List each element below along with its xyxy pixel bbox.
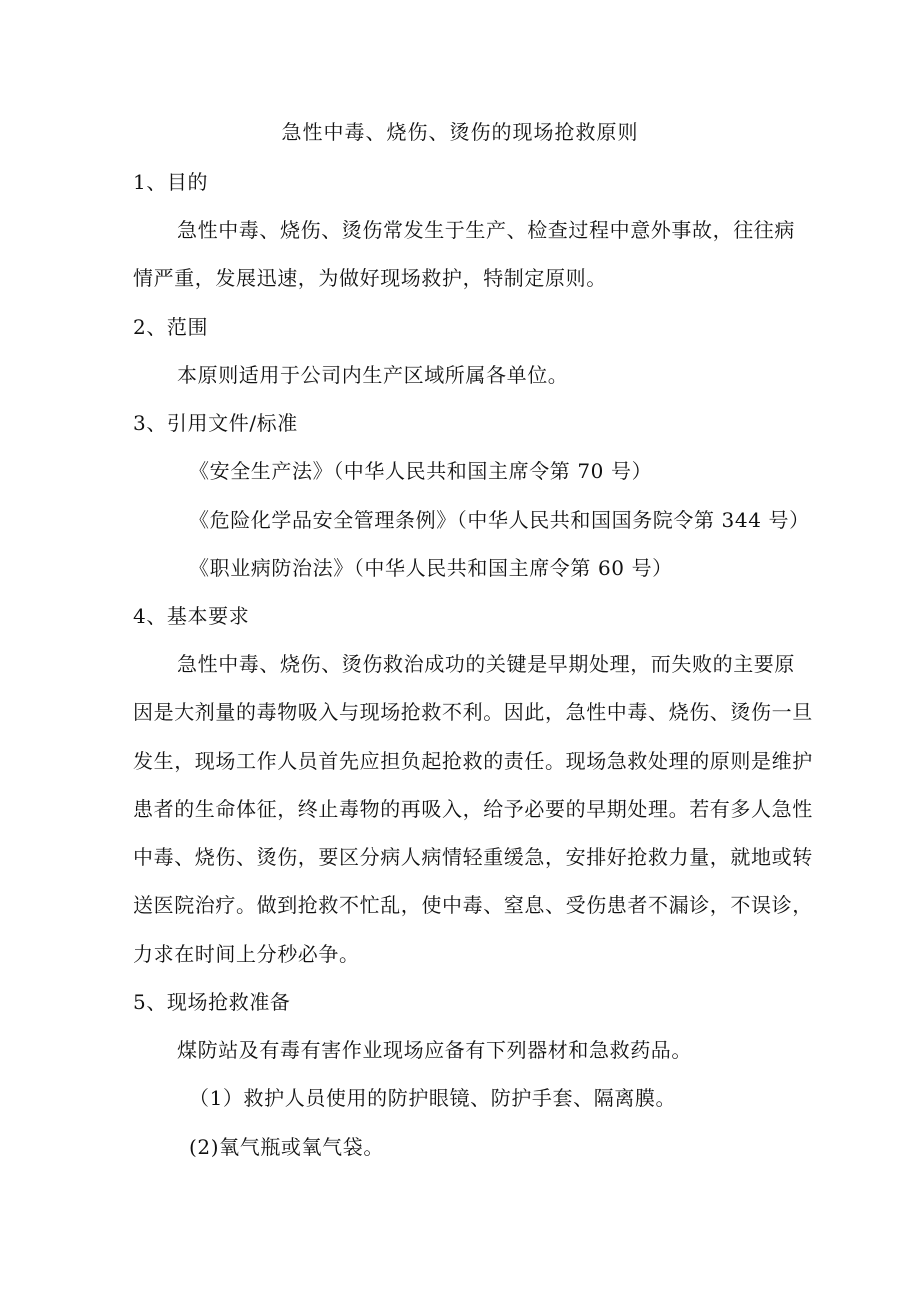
- section-heading: 3、引用文件/标准: [133, 411, 298, 435]
- paragraph-line: 患者的生命体征，终止毒物的再吸入，给予必要的早期处理。若有多人急性: [133, 797, 813, 821]
- section-heading: 5、现场抢救准备: [133, 990, 291, 1014]
- paragraph-line: 力求在时间上分秒必争。: [133, 942, 360, 966]
- paragraph-line: 送医院治疗。做到抢救不忙乱，使中毒、窒息、受伤患者不漏诊，不误诊，: [133, 893, 813, 917]
- document-title: 急性中毒、烧伤、烫伤的现场抢救原则: [281, 120, 639, 144]
- paragraph-line: 急性中毒、烧伤、烫伤常发生于生产、检查过程中意外事故，往往病: [177, 218, 795, 242]
- paragraph-line: 中毒、烧伤、烫伤，要区分病人病情轻重缓急，安排好抢救力量，就地或转: [133, 845, 813, 869]
- list-item: (2)氧气瓶或氧气袋。: [189, 1135, 384, 1159]
- section-heading: 4、基本要求: [133, 604, 250, 628]
- reference-item: 《危险化学品安全管理条例》（中华人民共和国国务院令第 344 号）: [189, 508, 810, 532]
- list-item: （1）救护人员使用的防护眼镜、防护手套、隔离膜。: [189, 1086, 677, 1110]
- paragraph-line: 急性中毒、烧伤、烫伤救治成功的关键是早期处理，而失败的主要原: [177, 652, 795, 676]
- paragraph-line: 因是大剂量的毒物吸入与现场抢救不利。因此，急性中毒、烧伤、烫伤一旦: [133, 700, 813, 724]
- reference-item: 《安全生产法》（中华人民共和国主席令第 70 号）: [189, 459, 653, 483]
- paragraph-line: 煤防站及有毒有害作业现场应备有下列器材和急救药品。: [177, 1038, 692, 1062]
- section-heading: 2、范围: [133, 315, 209, 339]
- reference-item: 《职业病防治法》（中华人民共和国主席令第 60 号）: [189, 556, 673, 580]
- paragraph-line: 发生，现场工作人员首先应担负起抢救的责任。现场急救处理的原则是维护: [133, 749, 813, 773]
- paragraph-line: 本原则适用于公司内生产区域所属各单位。: [177, 363, 569, 387]
- paragraph-line: 情严重，发展迅速，为做好现场救护，特制定原则。: [133, 266, 607, 290]
- section-heading: 1、目的: [133, 170, 209, 194]
